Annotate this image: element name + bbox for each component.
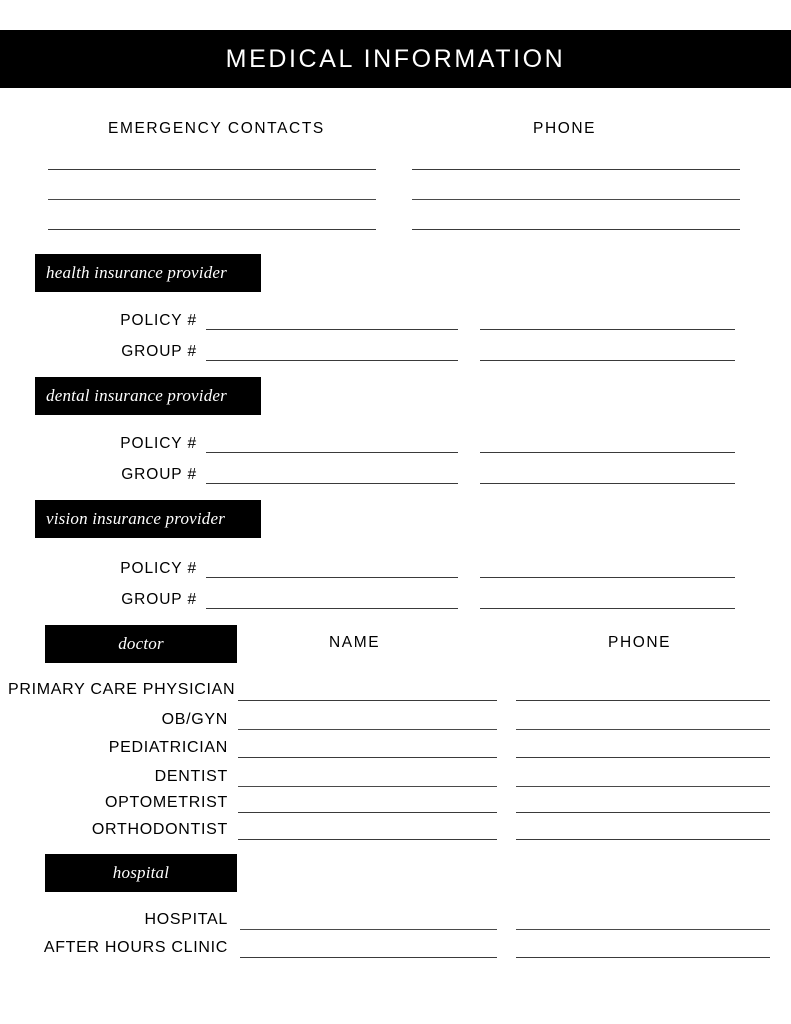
section-tag-dental-insurance xyxy=(35,377,261,415)
doctor-phone-line-optometrist[interactable] xyxy=(516,812,770,813)
hospital-row-label-after-hours-clinic: AFTER HOURS CLINIC xyxy=(43,939,228,956)
doctor-row-label-optometrist: OPTOMETRIST xyxy=(105,794,228,811)
emergency-contact-phone-line-3[interactable] xyxy=(412,229,740,230)
dental-policy-line[interactable] xyxy=(206,452,458,453)
emergency-contact-name-line-1[interactable] xyxy=(48,169,376,170)
section-tag-doctor-label: doctor xyxy=(118,634,164,653)
dental-group-line[interactable] xyxy=(206,483,458,484)
emergency-contact-name-line-3[interactable] xyxy=(48,229,376,230)
section-tag-doctor xyxy=(45,625,237,663)
dental-group-line-right[interactable] xyxy=(480,483,735,484)
section-tag-health-insurance xyxy=(35,254,261,292)
vision-group-label: GROUP # xyxy=(121,591,197,608)
doctor-name-line-ob-gyn[interactable] xyxy=(238,729,497,730)
vision-policy-line-right[interactable] xyxy=(480,577,735,578)
doctor-row-label-dentist: DENTIST xyxy=(154,768,228,785)
doctor-name-line-primary-care-physician[interactable] xyxy=(238,700,497,701)
section-tag-hospital-label: hospital xyxy=(112,863,170,882)
hospital-phone-line-hospital[interactable] xyxy=(516,929,770,930)
hospital-name-line-hospital[interactable] xyxy=(240,929,497,930)
doctor-name-line-orthodontist[interactable] xyxy=(238,839,497,840)
section-tag-vision-insurance-label: vision insurance provider xyxy=(46,509,226,528)
emergency-contact-phone-line-1[interactable] xyxy=(412,169,740,170)
doctor-phone-line-primary-care-physician[interactable] xyxy=(516,700,770,701)
doctor-phone-line-pediatrician[interactable] xyxy=(516,757,770,758)
emergency-contact-phone-line-2[interactable] xyxy=(412,199,740,200)
dental-group-label: GROUP # xyxy=(121,466,197,483)
doctor-name-line-dentist[interactable] xyxy=(238,786,497,787)
health-policy-line[interactable] xyxy=(206,329,458,330)
vision-policy-label: POLICY # xyxy=(120,560,197,577)
health-group-line[interactable] xyxy=(206,360,458,361)
dental-policy-line-right[interactable] xyxy=(480,452,735,453)
doctor-phone-line-orthodontist[interactable] xyxy=(516,839,770,840)
doctor-row-label-pediatrician: PEDIATRICIAN xyxy=(108,739,228,756)
emergency-contact-name-line-2[interactable] xyxy=(48,199,376,200)
vision-group-line[interactable] xyxy=(206,608,458,609)
section-tag-health-insurance-label: health insurance provider xyxy=(46,263,227,282)
doctor-phone-line-dentist[interactable] xyxy=(516,786,770,787)
dental-policy-label: POLICY # xyxy=(120,435,197,452)
hospital-phone-line-after-hours-clinic[interactable] xyxy=(516,957,770,958)
doctor-row-label-primary-care-physician: PRIMARY CARE PHYSICIAN xyxy=(8,681,236,698)
hospital-name-line-after-hours-clinic[interactable] xyxy=(240,957,497,958)
section-tag-dental-insurance-label: dental insurance provider xyxy=(46,386,227,405)
page-title-banner xyxy=(0,30,791,88)
doctor-row-label-ob-gyn: OB/GYN xyxy=(161,711,228,728)
vision-group-line-right[interactable] xyxy=(480,608,735,609)
section-tag-hospital xyxy=(45,854,237,892)
doctor-row-label-orthodontist: ORTHODONTIST xyxy=(91,821,228,838)
health-group-label: GROUP # xyxy=(121,343,197,360)
vision-policy-line[interactable] xyxy=(206,577,458,578)
doctor-name-line-optometrist[interactable] xyxy=(238,812,497,813)
doctor-column-header-phone: PHONE xyxy=(608,634,672,651)
section-tag-vision-insurance xyxy=(35,500,261,538)
emergency-contacts-phone-heading: PHONE xyxy=(533,120,597,137)
emergency-contacts-heading: EMERGENCY CONTACTS xyxy=(108,120,325,137)
doctor-name-line-pediatrician[interactable] xyxy=(238,757,497,758)
hospital-row-label-hospital: HOSPITAL xyxy=(144,911,228,928)
health-policy-label: POLICY # xyxy=(120,312,197,329)
doctor-column-header-name: NAME xyxy=(329,634,381,651)
page-title: MEDICAL INFORMATION xyxy=(225,44,566,73)
health-policy-line-right[interactable] xyxy=(480,329,735,330)
doctor-phone-line-ob-gyn[interactable] xyxy=(516,729,770,730)
health-group-line-right[interactable] xyxy=(480,360,735,361)
